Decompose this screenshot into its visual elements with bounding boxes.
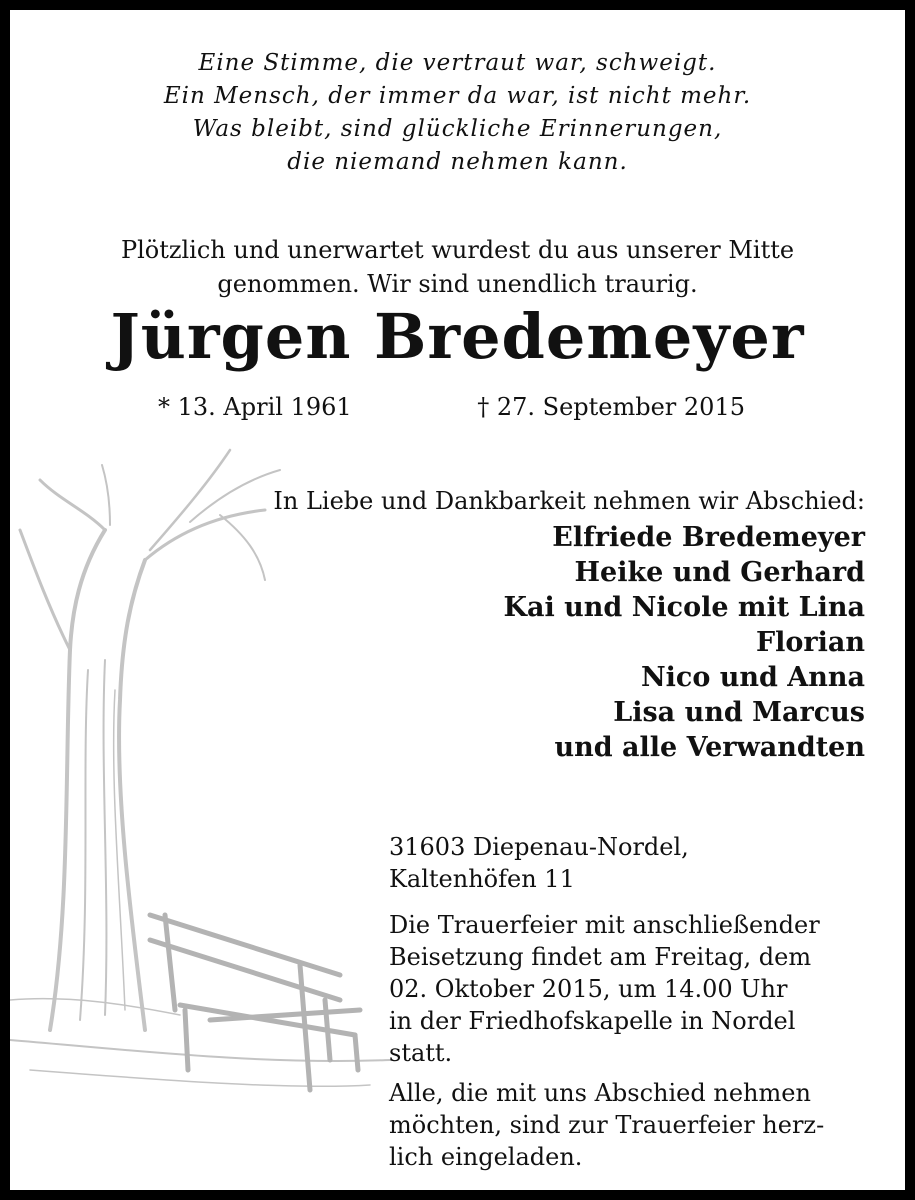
verse-line-4: die niemand nehmen kann. <box>287 149 628 175</box>
funeral-line-3: 02. Oktober 2015, um 14.00 Uhr <box>389 975 788 1003</box>
verse-line-1: Eine Stimme, die vertraut war, schweigt. <box>198 50 717 76</box>
funeral-line-2: Beisetzung findet am Freitag, dem <box>389 943 812 971</box>
invitation-line-3: lich eingeladen. <box>389 1143 583 1171</box>
funeral-line-1: Die Trauerfeier mit anschließender <box>389 911 820 939</box>
mourner-5: Nico und Anna <box>640 662 865 693</box>
mourner-2: Heike und Gerhard <box>574 557 865 588</box>
funeral-line-4: in der Friedhofskapelle in Nordel <box>389 1007 796 1035</box>
mourner-1: Elfriede Bredemeyer <box>552 522 865 553</box>
verse-line-2: Ein Mensch, der immer da war, ist nicht mehr. <box>163 83 752 109</box>
deceased-name: Jürgen Bredemeyer <box>110 300 805 373</box>
mourner-4: Florian <box>755 627 865 658</box>
mourner-7: und alle Verwandten <box>554 732 865 763</box>
mourner-6: Lisa und Marcus <box>613 697 865 728</box>
funeral-line-5: statt. <box>389 1039 453 1067</box>
farewell-intro: In Liebe und Dankbarkeit nehmen wir Abschied: <box>273 487 865 515</box>
death-date: † 27. September 2015 <box>477 393 745 421</box>
intro-line-2: genommen. Wir sind unendlich traurig. <box>217 270 698 298</box>
intro-line-1: Plötzlich und unerwartet wurdest du aus unserer Mitte <box>120 236 795 264</box>
invitation-line-1: Alle, die mit uns Abschied nehmen <box>389 1079 811 1107</box>
verse-line-3: Was bleibt, sind glückliche Erinnerungen, <box>192 116 723 142</box>
address-line-1: 31603 Diepenau-Nordel, <box>389 833 689 861</box>
mourner-3: Kai und Nicole mit Lina <box>503 592 865 623</box>
birth-date: * 13. April 1961 <box>158 393 352 421</box>
address-line-2: Kaltenhöfen 11 <box>389 865 575 893</box>
invitation-line-2: möchten, sind zur Trauerfeier herz- <box>389 1111 825 1139</box>
